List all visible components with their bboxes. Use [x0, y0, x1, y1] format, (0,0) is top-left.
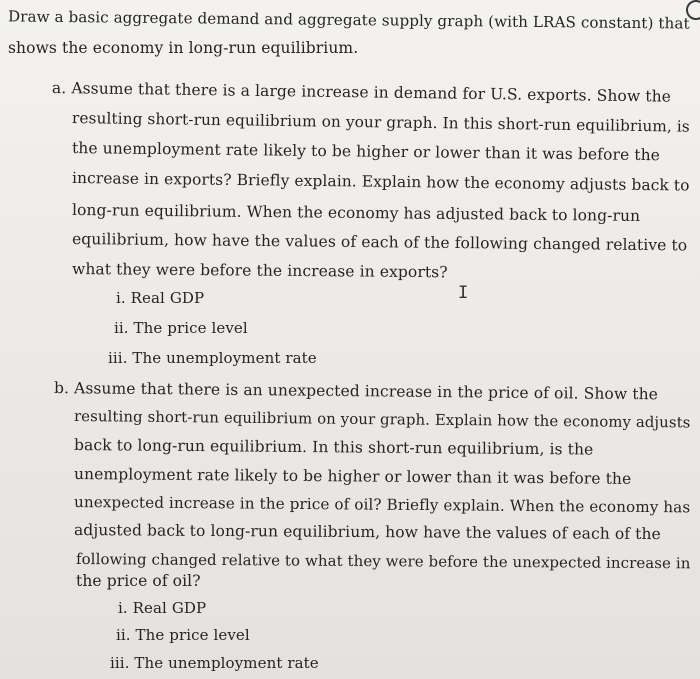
- part-b-item-2: ii. The price level: [116, 626, 250, 644]
- part-b-item-1: i. Real GDP: [118, 599, 207, 617]
- part-a-item-3: iii. The unemployment rate: [108, 349, 317, 367]
- part-a-item-1: i. Real GDP: [116, 289, 205, 307]
- part-b-line-7: following changed relative to what they were before the unexpected increase in: [75, 550, 691, 573]
- part-b-line-3: back to long-run equilibrium. In this short-run equilibrium, is the: [73, 436, 594, 459]
- part-a-line-1: a. Assume that there is a large increase in demand for U.S. exports. Show the: [51, 79, 672, 106]
- part-b-line-1: b. Assume that there is an unexpected increase in the price of oil. Show the: [53, 379, 659, 404]
- part-a-line-3: the unemployment rate likely to be higher or lower than it was before the: [71, 139, 661, 165]
- text-cursor-icon: I: [458, 283, 469, 303]
- part-b-line-4: unemployment rate likely to be higher or lower than it was before the: [73, 465, 632, 488]
- part-b-line-6: adjusted back to long-run equilibrium, how have the values of each of the: [73, 521, 661, 544]
- intro-line-2: shows the economy in long-run equilibrium.: [8, 39, 359, 57]
- part-b-item-3: iii. The unemployment rate: [110, 654, 319, 672]
- part-a-line-7: what they were before the increase in exports?: [71, 260, 448, 282]
- part-b-line-5: unexpected increase in the price of oil? Briefly explain. When the economy has: [73, 493, 691, 517]
- part-a-item-2: ii. The price level: [114, 319, 248, 337]
- part-a-line-5: long-run equilibrium. When the economy has adjusted back to long-run: [71, 201, 641, 225]
- part-b-line-8: the price of oil?: [76, 572, 201, 590]
- intro-line-1: Draw a basic aggregate demand and aggregate supply graph (with LRAS constant) that: [7, 7, 690, 33]
- part-a-line-2: resulting short-run equilibrium on your graph. In this short-run equilibrium, is: [71, 109, 690, 136]
- part-a-line-6: equilibrium, how have the values of each of the following changed relative to: [71, 230, 688, 255]
- part-b-line-2: resulting short-run equilibrium on your graph. Explain how the economy adjusts: [73, 407, 691, 432]
- part-a-line-4: increase in exports? Briefly explain. Explain how the economy adjusts back to: [71, 169, 690, 195]
